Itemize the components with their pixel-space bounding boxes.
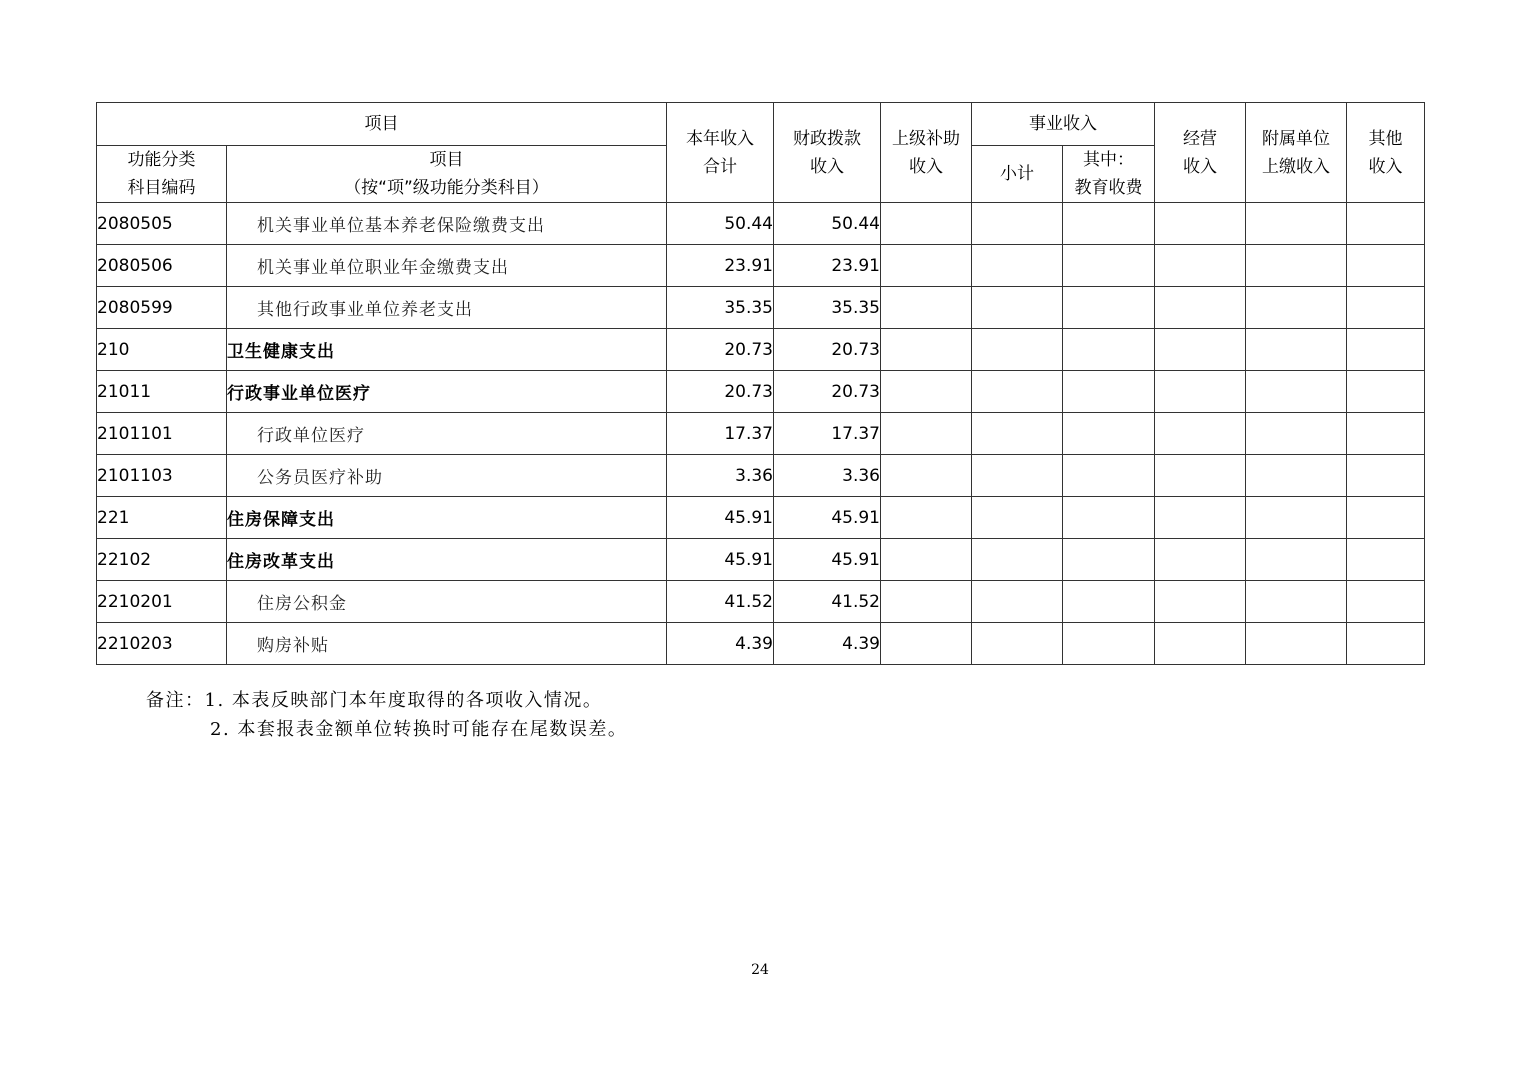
row-other [1347,581,1425,623]
row-affiliate [1246,539,1347,581]
row-superior [881,371,972,413]
row-code: 221 [97,497,227,539]
row-other [1347,623,1425,665]
table-row [97,413,1425,455]
row-fiscal: 3.36 [774,455,881,497]
notes [146,686,627,744]
table-row [97,455,1425,497]
row-name: 其他行政事业单位养老支出 [227,287,667,329]
row-subtotal [972,245,1063,287]
row-operating [1155,623,1246,665]
row-name: 住房公积金 [227,581,667,623]
row-fiscal: 20.73 [774,329,881,371]
row-subtotal [972,287,1063,329]
row-affiliate [1246,497,1347,539]
row-education [1063,329,1155,371]
row-superior [881,581,972,623]
row-affiliate [1246,371,1347,413]
row-affiliate [1246,287,1347,329]
row-code: 2101103 [97,455,227,497]
row-name: 购房补贴 [227,623,667,665]
header-other: 其他 收入 [1347,103,1425,203]
row-operating [1155,497,1246,539]
table-row [97,623,1425,665]
row-code: 2101101 [97,413,227,455]
row-fiscal: 50.44 [774,203,881,245]
row-operating [1155,203,1246,245]
header-business: 事业收入 [972,103,1155,146]
row-superior [881,539,972,581]
row-other [1347,413,1425,455]
row-code: 2210201 [97,581,227,623]
row-name: 卫生健康支出 [227,329,667,371]
row-other [1347,371,1425,413]
header-education: 其中： 教育收费 [1063,146,1155,203]
row-superior [881,203,972,245]
row-education [1063,623,1155,665]
row-code: 21011 [97,371,227,413]
row-total: 17.37 [667,413,774,455]
note-line-1: 备注：1. 本表反映部门本年度取得的各项收入情况。 [146,690,603,711]
row-subtotal [972,203,1063,245]
row-other [1347,497,1425,539]
row-education [1063,581,1155,623]
header-code: 功能分类 科目编码 [97,146,227,203]
row-education [1063,203,1155,245]
row-subtotal [972,455,1063,497]
row-education [1063,539,1155,581]
table-row [97,371,1425,413]
row-name: 住房改革支出 [227,539,667,581]
row-superior [881,413,972,455]
row-total: 20.73 [667,371,774,413]
row-affiliate [1246,203,1347,245]
header-subtotal: 小计 [972,146,1063,203]
row-total: 41.52 [667,581,774,623]
row-affiliate [1246,581,1347,623]
row-name: 机关事业单位基本养老保险缴费支出 [227,203,667,245]
row-code: 2080505 [97,203,227,245]
row-affiliate [1246,329,1347,371]
row-subtotal [972,329,1063,371]
row-superior [881,329,972,371]
header-item: 项目 （按“项”级功能分类科目） [227,146,667,203]
row-operating [1155,455,1246,497]
row-other [1347,203,1425,245]
row-total: 4.39 [667,623,774,665]
row-fiscal: 35.35 [774,287,881,329]
row-total: 20.73 [667,329,774,371]
row-other [1347,287,1425,329]
row-fiscal: 17.37 [774,413,881,455]
row-other [1347,329,1425,371]
header-operating: 经营 收入 [1155,103,1246,203]
row-education [1063,497,1155,539]
row-other [1347,455,1425,497]
table-row [97,245,1425,287]
row-superior [881,245,972,287]
row-name: 行政单位医疗 [227,413,667,455]
note-line-2: 2. 本套报表金额单位转换时可能存在尾数误差。 [210,719,628,740]
table-row [97,287,1425,329]
row-fiscal: 41.52 [774,581,881,623]
row-superior [881,455,972,497]
row-operating [1155,371,1246,413]
row-fiscal: 45.91 [774,539,881,581]
row-education [1063,455,1155,497]
row-subtotal [972,623,1063,665]
row-education [1063,413,1155,455]
row-subtotal [972,581,1063,623]
row-total: 23.91 [667,245,774,287]
row-operating [1155,329,1246,371]
table-row [97,203,1425,245]
row-total: 45.91 [667,539,774,581]
row-education [1063,245,1155,287]
row-affiliate [1246,245,1347,287]
row-education [1063,287,1155,329]
table-row [97,581,1425,623]
row-affiliate [1246,623,1347,665]
row-subtotal [972,497,1063,539]
row-subtotal [972,371,1063,413]
row-code: 2080506 [97,245,227,287]
row-name: 公务员医疗补助 [227,455,667,497]
row-operating [1155,245,1246,287]
row-other [1347,245,1425,287]
row-fiscal: 23.91 [774,245,881,287]
page-number: 24 [751,962,769,978]
row-code: 2080599 [97,287,227,329]
header-superior: 上级补助 收入 [881,103,972,203]
row-superior [881,623,972,665]
income-table [96,102,1425,665]
header-project: 项目 [97,103,667,146]
row-name: 行政事业单位医疗 [227,371,667,413]
row-total: 45.91 [667,497,774,539]
row-total: 50.44 [667,203,774,245]
row-superior [881,287,972,329]
table-row [97,497,1425,539]
row-other [1347,539,1425,581]
row-affiliate [1246,413,1347,455]
row-operating [1155,287,1246,329]
row-affiliate [1246,455,1347,497]
row-operating [1155,581,1246,623]
row-fiscal: 20.73 [774,371,881,413]
row-subtotal [972,413,1063,455]
header-total: 本年收入 合计 [667,103,774,203]
row-code: 2210203 [97,623,227,665]
table-row [97,329,1425,371]
table-row [97,539,1425,581]
row-fiscal: 4.39 [774,623,881,665]
header-affiliate: 附属单位 上缴收入 [1246,103,1347,203]
row-name: 机关事业单位职业年金缴费支出 [227,245,667,287]
row-superior [881,497,972,539]
row-fiscal: 45.91 [774,497,881,539]
row-total: 35.35 [667,287,774,329]
row-operating [1155,413,1246,455]
row-education [1063,371,1155,413]
row-name: 住房保障支出 [227,497,667,539]
row-total: 3.36 [667,455,774,497]
header-fiscal: 财政拨款 收入 [774,103,881,203]
row-operating [1155,539,1246,581]
row-code: 22102 [97,539,227,581]
row-subtotal [972,539,1063,581]
row-code: 210 [97,329,227,371]
